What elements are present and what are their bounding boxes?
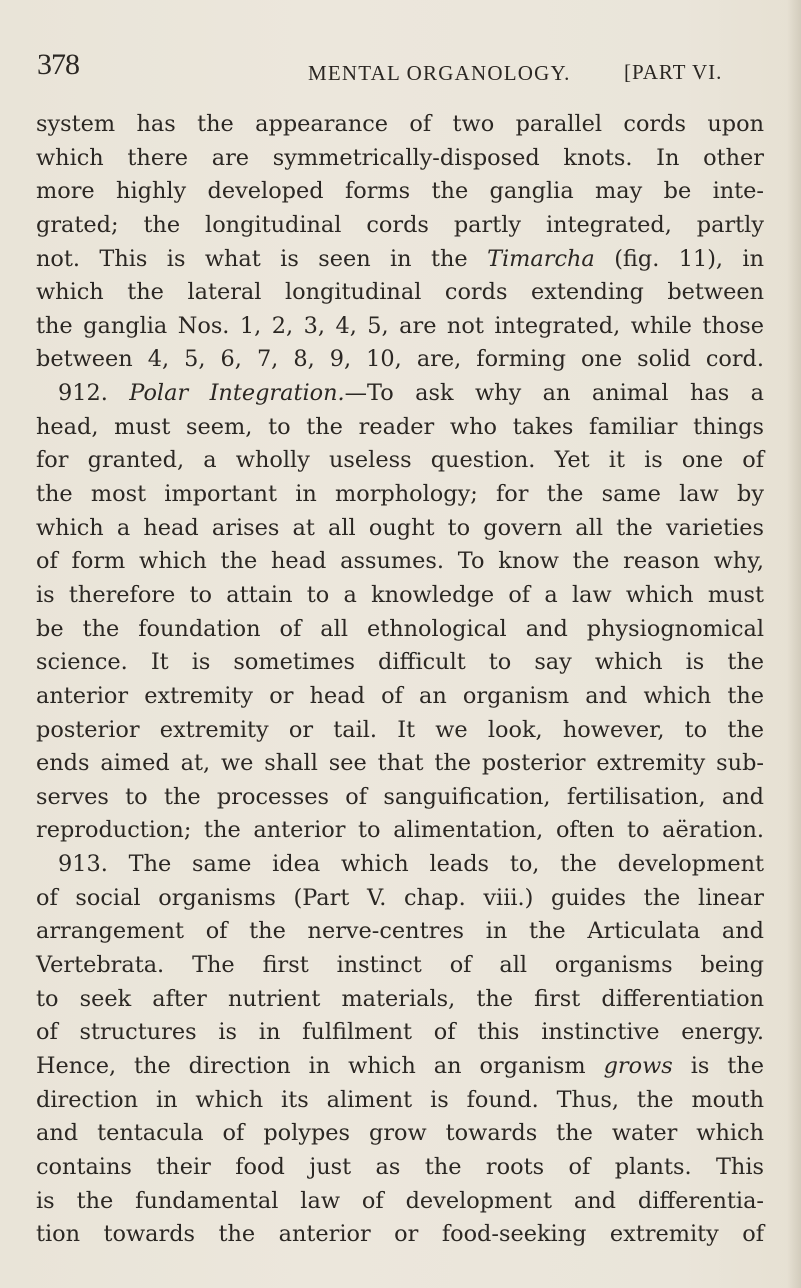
- page-number: 378: [37, 48, 79, 81]
- text-line: and tentacula of polypes grow towards the water which: [36, 1120, 764, 1147]
- text-line: direction in which its aliment is found. Thus, the mouth: [36, 1086, 764, 1113]
- text-line: tion towards the anterior or food-seeking extremity of: [36, 1221, 764, 1248]
- text-segment: not. This is what is seen in the: [36, 245, 468, 272]
- text-line: Vertebrata. The first instinct of all organisms being: [36, 952, 764, 979]
- text-line: grated; the longitudinal cords partly integrated, partly: [36, 211, 764, 238]
- text-line: science. It is sometimes difficult to say which is the: [36, 649, 764, 676]
- text-segment: —To ask why an animal has a: [344, 380, 764, 407]
- text-line: [36, 243, 764, 277]
- text-line: anterior extremity or head of an organism and which the: [36, 682, 764, 709]
- text-line: more highly developed forms the ganglia may be inte-: [36, 178, 764, 205]
- text-line: which a head arises at all ought to govern all the varieties: [36, 514, 764, 541]
- text-line: [36, 1050, 764, 1084]
- section-number: 912.: [58, 380, 108, 407]
- text-line: of structures is in fulfilment of this instinctive energy.: [36, 1019, 764, 1046]
- text-segment: (fig. 11), in: [614, 245, 765, 272]
- italic-term: grows: [603, 1052, 673, 1079]
- italic-term: Timarcha: [487, 245, 595, 272]
- text-line: the ganglia Nos. 1, 2, 3, 4, 5, are not integrated, while those: [36, 312, 764, 339]
- part-label: [PART VI.: [624, 60, 723, 84]
- text-line: serves to the processes of sanguification, fertilisation, and: [36, 783, 764, 810]
- text-line: is the fundamental law of development and differentia-: [36, 1187, 764, 1214]
- text-line: to seek after nutrient materials, the first differentiation: [36, 985, 764, 1012]
- text-line: contains their food just as the roots of plants. This: [36, 1153, 764, 1180]
- text-line: posterior extremity or tail. It we look, however, to the: [36, 716, 764, 743]
- text-line: the most important in morphology; for the same law by: [36, 481, 764, 508]
- text-line: head, must seem, to the reader who takes familiar things: [36, 413, 764, 440]
- body-text: [36, 108, 764, 1252]
- page-header: [37, 48, 767, 92]
- running-title: MENTAL ORGANOLOGY.: [308, 61, 571, 85]
- text-line: be the foundation of all ethnological and physiognomical: [36, 615, 764, 642]
- text-line: arrangement of the nerve-centres in the Articulata and: [36, 918, 764, 945]
- text-line: is therefore to attain to a knowledge of a law which must: [36, 581, 764, 608]
- text-line: reproduction; the anterior to alimentation, often to aëration.: [36, 817, 764, 844]
- text-line: which the lateral longitudinal cords extending between: [36, 279, 764, 306]
- section-title: Polar Integration.: [129, 380, 345, 407]
- text-segment: Hence, the direction in which an organism: [36, 1052, 586, 1079]
- text-line: system has the appearance of two parallel cords upon: [36, 111, 764, 137]
- page-edge-shadow: [787, 0, 801, 1288]
- text-line: of form which the head assumes. To know the reason why,: [36, 548, 764, 575]
- text-line: which there are symmetrically-disposed knots. In other: [36, 144, 764, 171]
- text-line: ends aimed at, we shall see that the posterior extremity sub-: [36, 750, 764, 777]
- text-line: between 4, 5, 6, 7, 8, 9, 10, are, forming one solid cord.: [36, 346, 764, 373]
- text-segment: is the: [690, 1052, 764, 1079]
- section-913-first-line: 913. The same idea which leads to, the development: [58, 851, 764, 878]
- section-912-heading-line: [36, 377, 764, 411]
- text-line: of social organisms (Part V. chap. viii.) guides the linear: [36, 884, 764, 911]
- text-line: for granted, a wholly useless question. Yet it is one of: [36, 447, 764, 474]
